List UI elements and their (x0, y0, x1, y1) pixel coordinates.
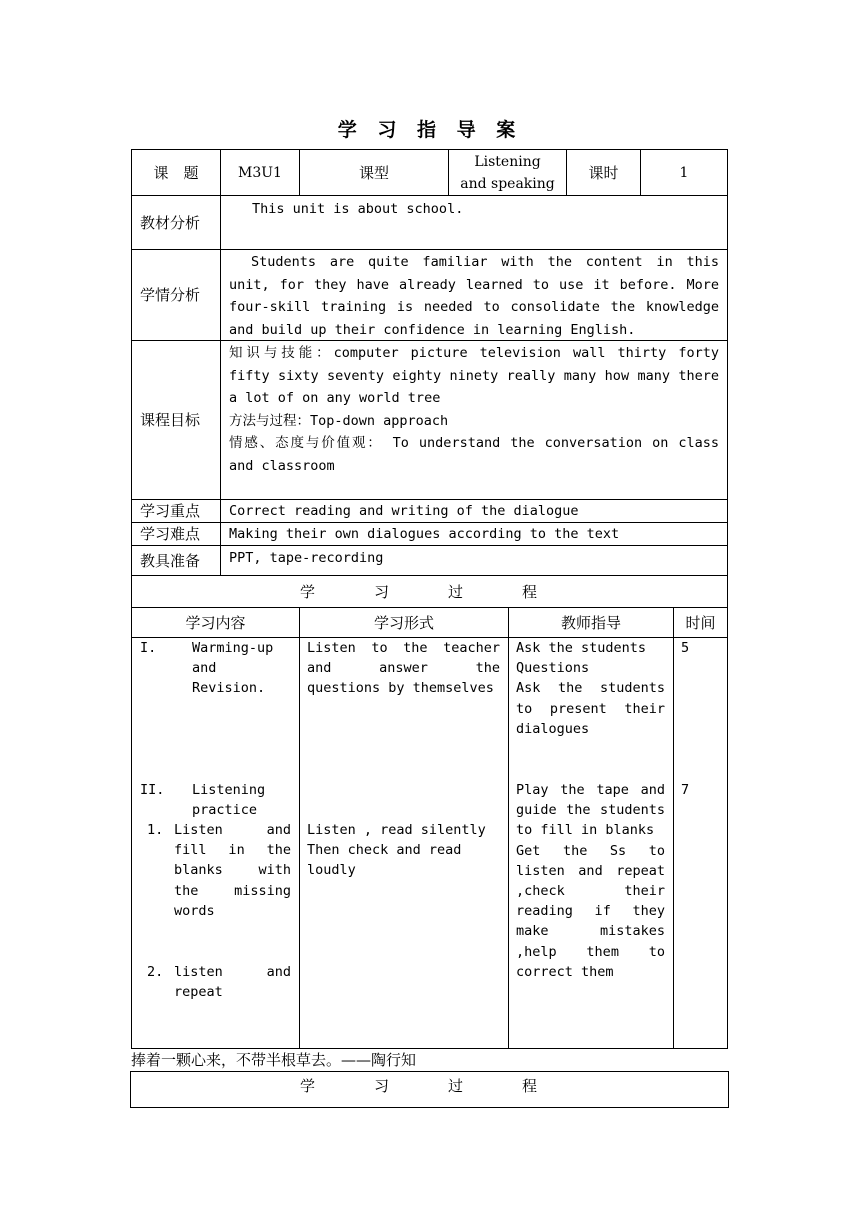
step2-guide-a: Play the tape and guide the students to fill in blanks (516, 782, 665, 839)
material-analysis-label: 教材分析 (131, 195, 221, 250)
objectives-text (220, 340, 728, 500)
process-heading: 学 习 过 程 (131, 575, 728, 608)
col-form-header: 学习形式 (299, 607, 509, 638)
quote-footer: 捧着一颗心来，不带半根草去。——陶行知 (131, 1051, 417, 1069)
step1-guide-b: Ask the students to present their dialogues (516, 680, 665, 737)
difficulty-label: 学习难点 (131, 522, 221, 546)
topic-label: 课 题 (131, 149, 221, 196)
col-time-header: 时间 (673, 607, 728, 638)
process-heading-2: 学 习 过 程 (130, 1071, 729, 1108)
materials-text: PPT, tape-recording (220, 545, 728, 576)
step2-title-b: practice (192, 802, 258, 819)
key-point-label: 学习重点 (131, 499, 221, 523)
step1-title-a: Warming-up (192, 640, 274, 656)
key-point-text: Correct reading and writing of the dialogue (220, 499, 728, 523)
objective-method: 方法与过程：Top-down approach (229, 412, 449, 429)
step2-guide (516, 780, 665, 982)
step1-form: Listen to the teacher and answer the questions by themselves (307, 640, 500, 697)
topic-value: M3U1 (220, 149, 300, 196)
step1-guide-a: Ask the students Questions (516, 640, 647, 677)
step1-title (192, 638, 297, 699)
objectives-label: 课程目标 (131, 340, 221, 500)
step2-sub2-text-value: listen and repeat (174, 964, 291, 1001)
step1-time: 5 (681, 640, 690, 656)
material-analysis-text: This unit is about school. (220, 195, 728, 250)
step2-form-a: Listen , read silently (307, 822, 486, 838)
step1-title-b: and Revision. (192, 660, 266, 697)
step2-guide-b: Get the Ss to listen and repeat ,check their reading if they make mistakes ,help them to correct them (516, 842, 665, 980)
step2-sub2-text (174, 962, 291, 1002)
objective-emotion: 情感、态度与价值观： To understand the conversation on class and classroom (229, 435, 719, 474)
step2-form-b: Then check and read loudly (307, 842, 462, 879)
objective-knowledge: 知识与技能：computer picture television wall thirty forty fifty sixty seventy eighty ninety really many how many there a lot of on any world tree (229, 345, 719, 406)
period-label: 课时 (566, 149, 641, 196)
step2-title (192, 780, 297, 820)
type-value-line1: Listening (474, 153, 541, 170)
materials-label: 教具准备 (131, 545, 221, 576)
step2-number: II. (140, 782, 165, 798)
step2-sub1-text: Listen and fill in the blanks with the missing words (174, 822, 291, 919)
student-analysis-text: Students are quite familiar with the content in this unit, for they have already learned to use it before. More four-skill training is needed to consolidate the knowledge and build up their confidence in learning English. (220, 249, 728, 341)
step2-sub1-number: 1. (147, 822, 164, 838)
col-guide-header: 教师指导 (508, 607, 674, 638)
col-content-header: 学习内容 (131, 607, 300, 638)
step2-sub2-number: 2. (147, 964, 164, 980)
step1-number: I. (140, 640, 157, 656)
step2-form (307, 820, 503, 881)
type-value (448, 149, 567, 196)
period-value: 1 (640, 149, 728, 196)
student-analysis-label: 学情分析 (131, 249, 221, 341)
type-label: 课型 (299, 149, 449, 196)
difficulty-text: Making their own dialogues according to the text (220, 522, 728, 546)
step1-guide (516, 638, 665, 739)
step2-time: 7 (681, 782, 690, 798)
page-title: 学 习 指 导 案 (337, 119, 523, 141)
step2-title-a: Listening (192, 782, 266, 798)
time-cell (673, 637, 728, 1049)
type-value-line2: and speaking (460, 175, 555, 192)
